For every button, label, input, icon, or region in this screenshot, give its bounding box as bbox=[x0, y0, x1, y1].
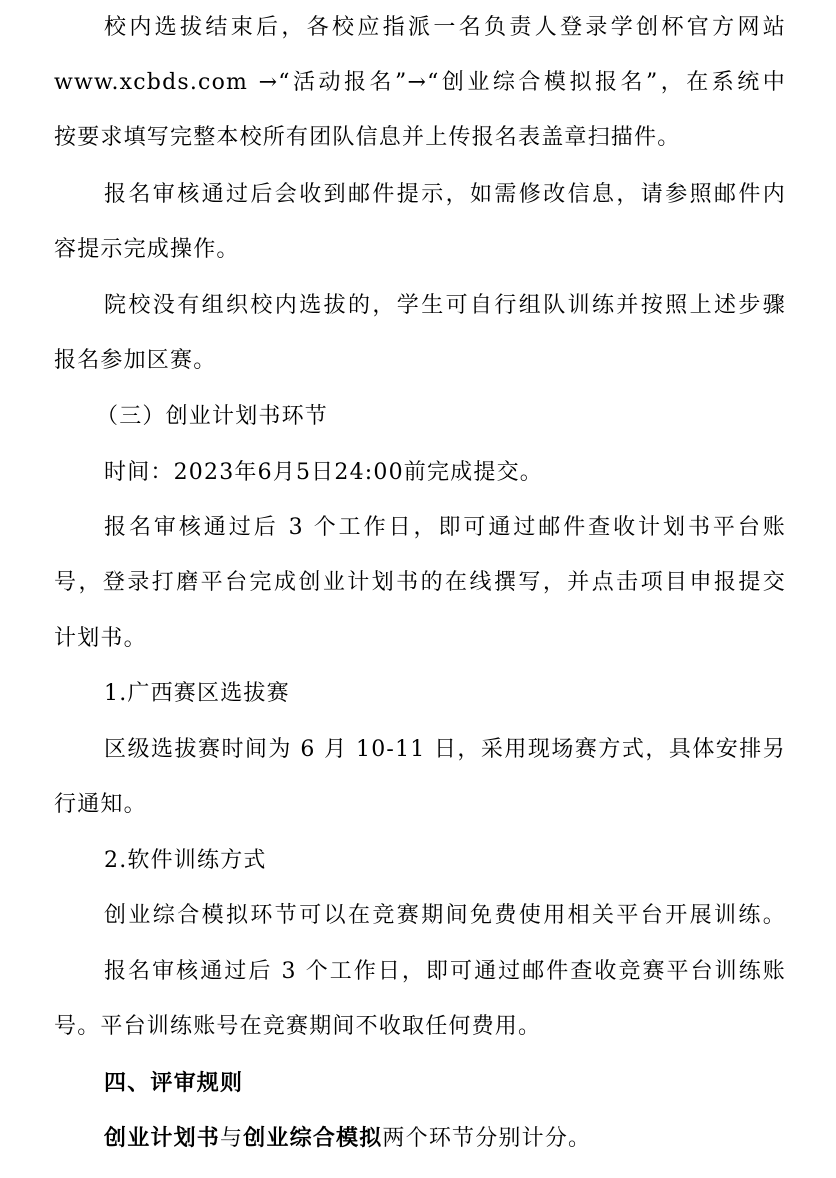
paragraph-line: www.xcbds.com →“活动报名”→“创业综合模拟报名”，在系统中 bbox=[54, 70, 786, 95]
paragraph-line: 报名参加区赛。 bbox=[54, 348, 217, 373]
paragraph-line: 区级选拔赛时间为 6 月 10-11 日，采用现场赛方式，具体安排另 bbox=[104, 737, 786, 762]
paragraph-line: 报名审核通过后会收到邮件提示，如需修改信息，请参照邮件内 bbox=[104, 182, 786, 207]
section-heading-3: （三）创业计划书环节 bbox=[96, 404, 329, 429]
paragraph-line: 容提示完成操作。 bbox=[54, 237, 240, 262]
paragraph-line: 行通知。 bbox=[54, 792, 147, 817]
paragraph-line: 计划书。 bbox=[54, 626, 147, 651]
subsection-heading-1: 1.广西赛区选拔赛 bbox=[104, 681, 290, 706]
paragraph-line: 报名审核通过后 3 个工作日，即可通过邮件查收计划书平台账 bbox=[104, 515, 786, 540]
paragraph-line: 校内选拔结束后，各校应指派一名负责人登录学创杯官方网站 bbox=[104, 15, 786, 40]
connector-text: 与 bbox=[220, 1126, 244, 1151]
paragraph-line-scoring bbox=[104, 1123, 591, 1153]
paragraph-line: 号，登录打磨平台完成创业计划书的在线撰写，并点击项目申报提交 bbox=[54, 570, 786, 595]
paragraph-line: 创业综合模拟环节可以在竞赛期间免费使用相关平台开展训练。 bbox=[104, 903, 786, 928]
paragraph-line: 按要求填写完整本校所有团队信息并上传报名表盖章扫描件。 bbox=[54, 125, 681, 150]
bold-term-business-plan: 创业计划书 bbox=[104, 1125, 221, 1151]
paragraph-line: 号。平台训练账号在竞赛期间不收取任何费用。 bbox=[54, 1014, 542, 1039]
paragraph-line: 时间：2023年6月5日24:00前完成提交。 bbox=[104, 460, 543, 485]
section-heading-4: 四、评审规则 bbox=[104, 1070, 244, 1096]
paragraph-line: 报名审核通过后 3 个工作日，即可通过邮件查收竞赛平台训练账 bbox=[104, 959, 786, 984]
scoring-text: 两个环节分别计分。 bbox=[382, 1126, 592, 1151]
subsection-heading-2: 2.软件训练方式 bbox=[104, 848, 267, 873]
paragraph-line: 院校没有组织校内选拔的，学生可自行组队训练并按照上述步骤 bbox=[104, 293, 786, 318]
bold-term-simulation: 创业综合模拟 bbox=[243, 1125, 383, 1151]
